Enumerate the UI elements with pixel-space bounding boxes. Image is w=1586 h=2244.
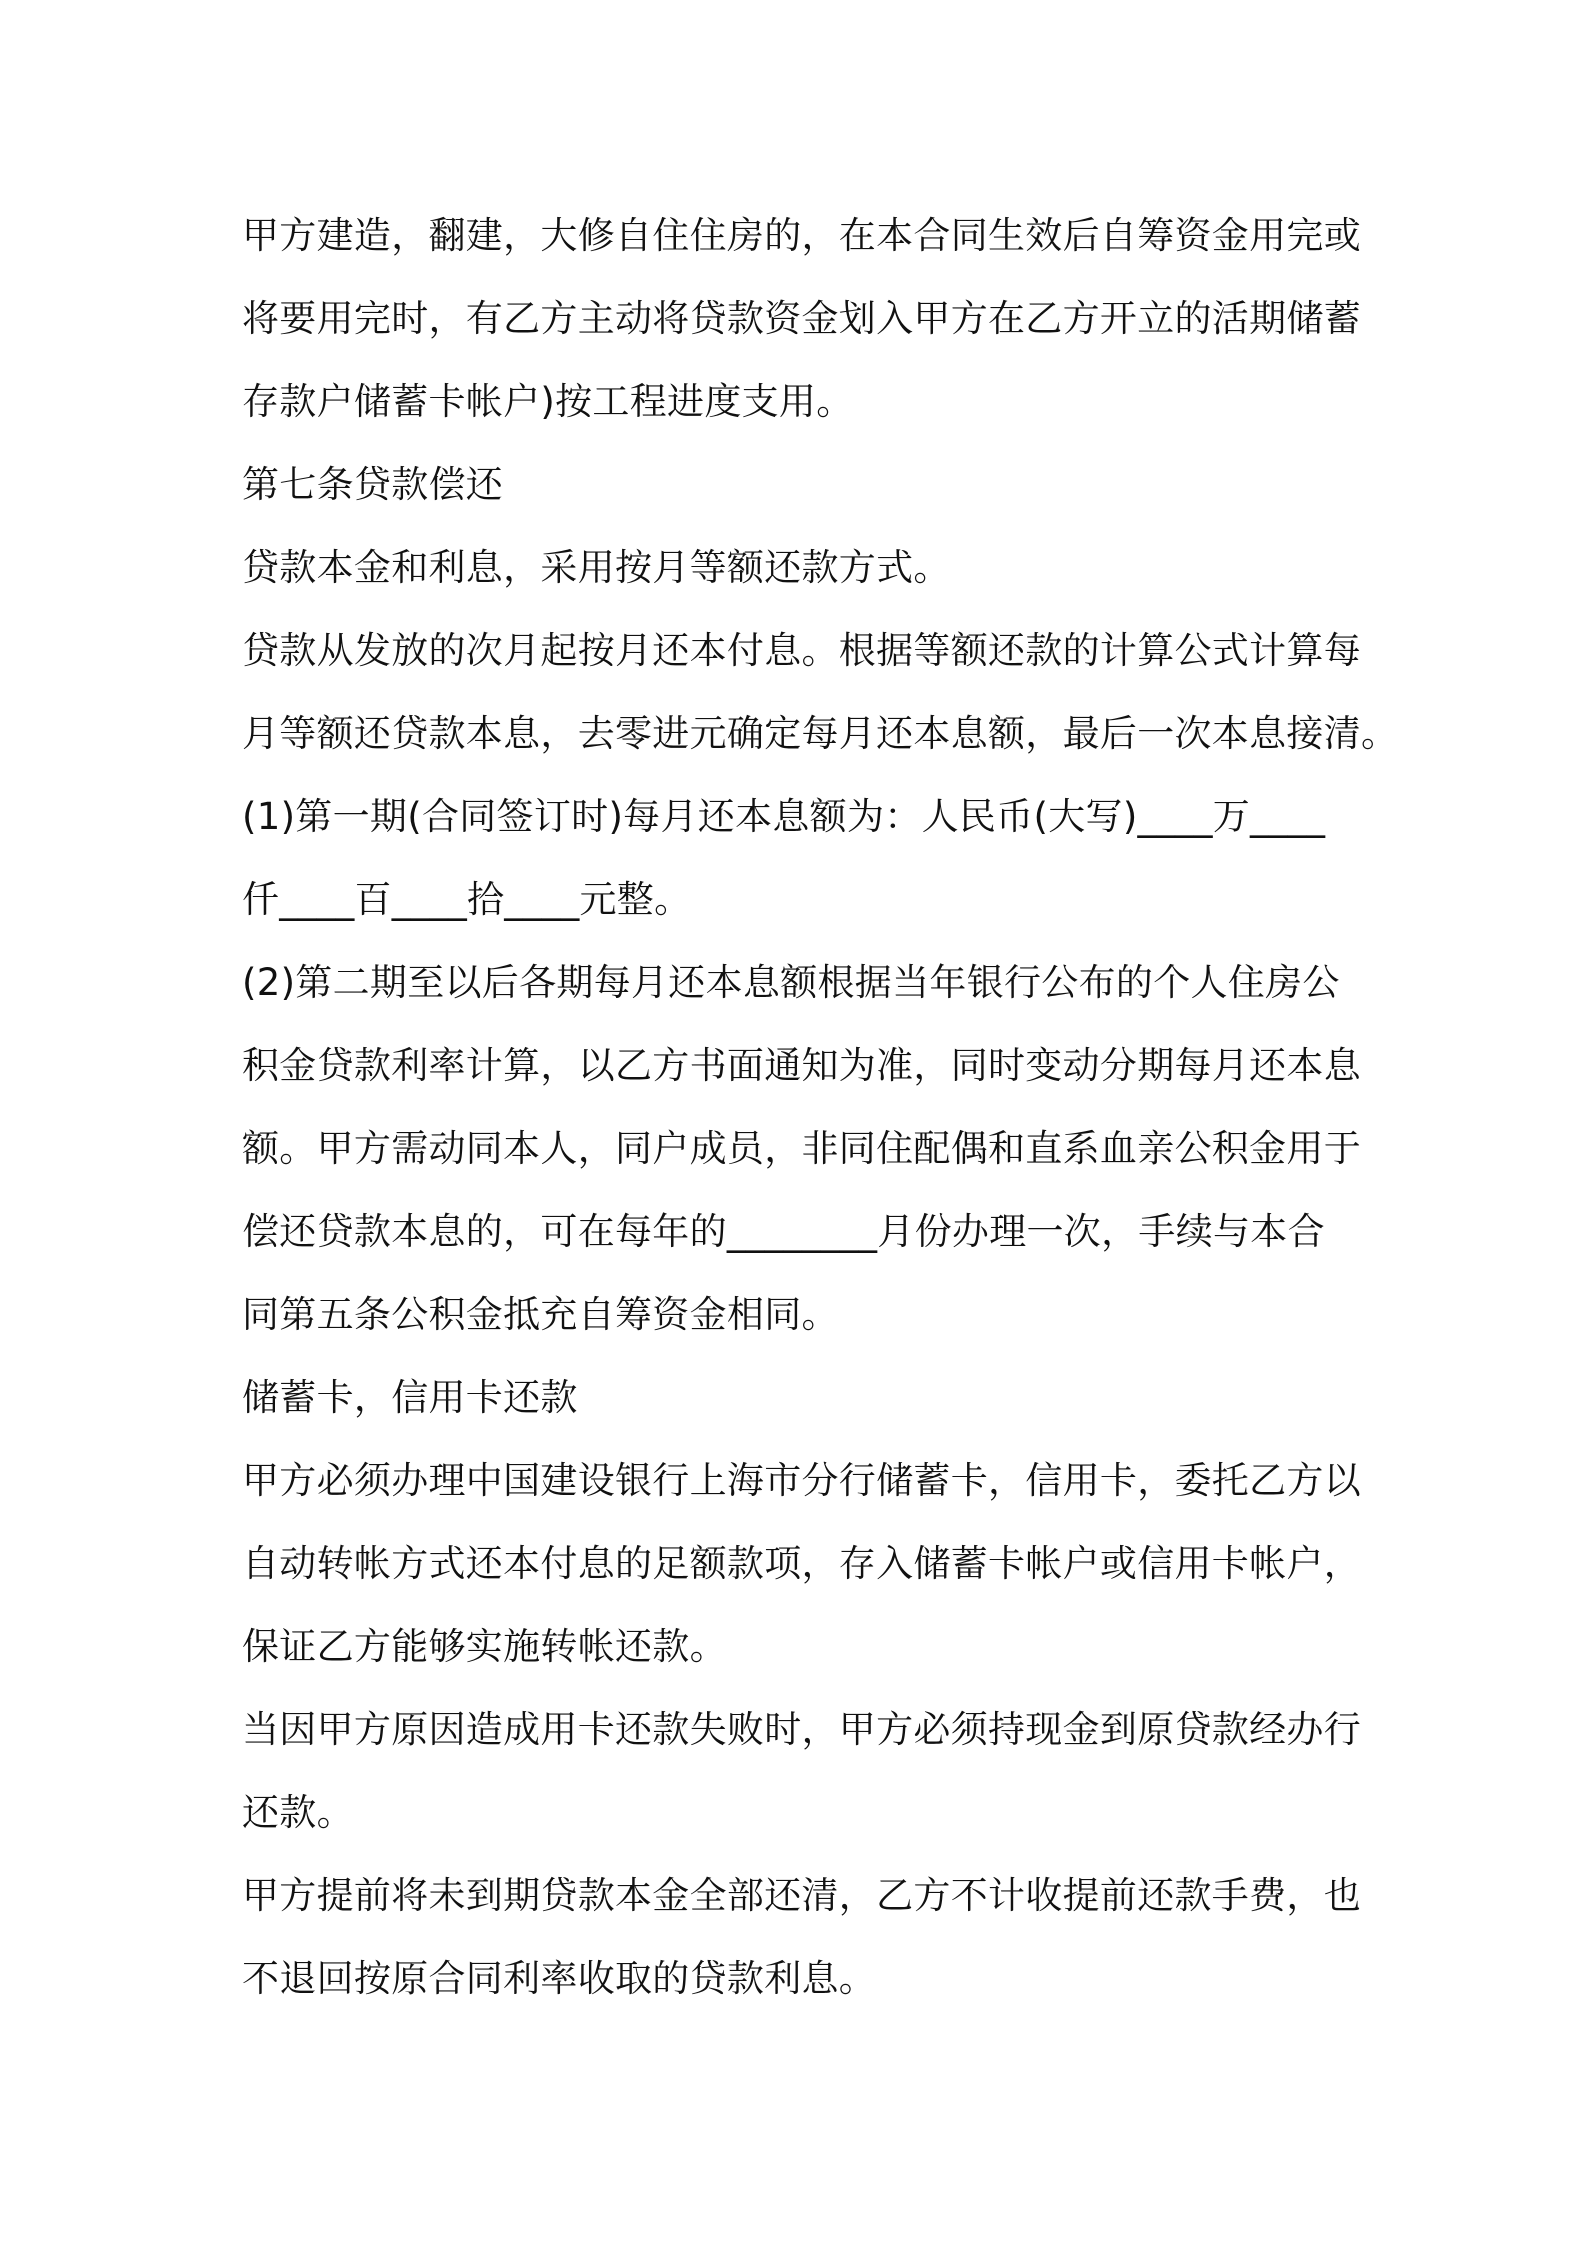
text-line: 仟____百____拾____元整。	[242, 878, 692, 921]
text-line: (2)第二期至以后各期每月还本息额根据当年银行公布的个人住房公	[242, 961, 1340, 1004]
paragraph-repayment-method	[242, 526, 1362, 609]
text-line: 第七条贷款偿还	[242, 463, 504, 506]
text-line: 贷款从发放的次月起按月还本付息。根据等额还款的计算公式计算每	[242, 629, 1361, 672]
section-heading-card-repayment	[242, 1356, 1362, 1439]
paragraph-early-repayment	[242, 1854, 1362, 2020]
section-heading-article-7	[242, 443, 1362, 526]
paragraph-repayment-schedule	[242, 609, 1399, 775]
paragraph-card-requirement	[242, 1439, 1362, 1688]
text-line: 自动转帐方式还本付息的足额款项，存入储蓄卡帐户或信用卡帐户，	[242, 1542, 1361, 1585]
paragraph-construction-disbursement	[242, 194, 1362, 443]
text-line: 积金贷款利率计算，以乙方书面通知为准，同时变动分期每月还本息	[242, 1044, 1361, 1087]
text-line: 存款户储蓄卡帐户)按工程进度支用。	[242, 380, 854, 423]
paragraph-first-period-amount	[242, 775, 1362, 941]
text-line: 偿还贷款本息的，可在每年的________月份办理一次，手续与本合	[242, 1210, 1325, 1253]
text-line: 将要用完时，有乙方主动将贷款资金划入甲方在乙方开立的活期储蓄	[242, 297, 1361, 340]
text-line: 额。甲方需动同本人，同户成员，非同住配偶和直系血亲公积金用于	[242, 1127, 1361, 1170]
text-line: 甲方必须办理中国建设银行上海市分行储蓄卡，信用卡，委托乙方以	[242, 1459, 1361, 1502]
text-line: 不退回按原合同利率收取的贷款利息。	[242, 1957, 877, 2000]
paragraph-card-failure	[242, 1688, 1362, 1854]
paragraph-subsequent-periods	[242, 941, 1362, 1356]
text-line: 甲方提前将未到期贷款本金全部还清，乙方不计收提前还款手费，也	[242, 1874, 1361, 1917]
text-line: 储蓄卡，信用卡还款	[242, 1376, 578, 1419]
text-line: 当因甲方原因造成用卡还款失败时，甲方必须持现金到原贷款经办行	[242, 1708, 1361, 1751]
text-line: 保证乙方能够实施转帐还款。	[242, 1625, 727, 1668]
text-line: 甲方建造，翻建，大修自住住房的，在本合同生效后自筹资金用完或	[242, 214, 1361, 257]
text-line: 贷款本金和利息，采用按月等额还款方式。	[242, 546, 951, 589]
text-line: 还款。	[242, 1791, 354, 1834]
text-line: 同第五条公积金抵充自筹资金相同。	[242, 1293, 839, 1336]
document-body	[242, 194, 1399, 2020]
text-line: (1)第一期(合同签订时)每月还本息额为：人民币(大写)____万____	[242, 795, 1326, 838]
text-line: 月等额还贷款本息，去零进元确定每月还本息额，最后一次本息接清。	[242, 712, 1399, 755]
